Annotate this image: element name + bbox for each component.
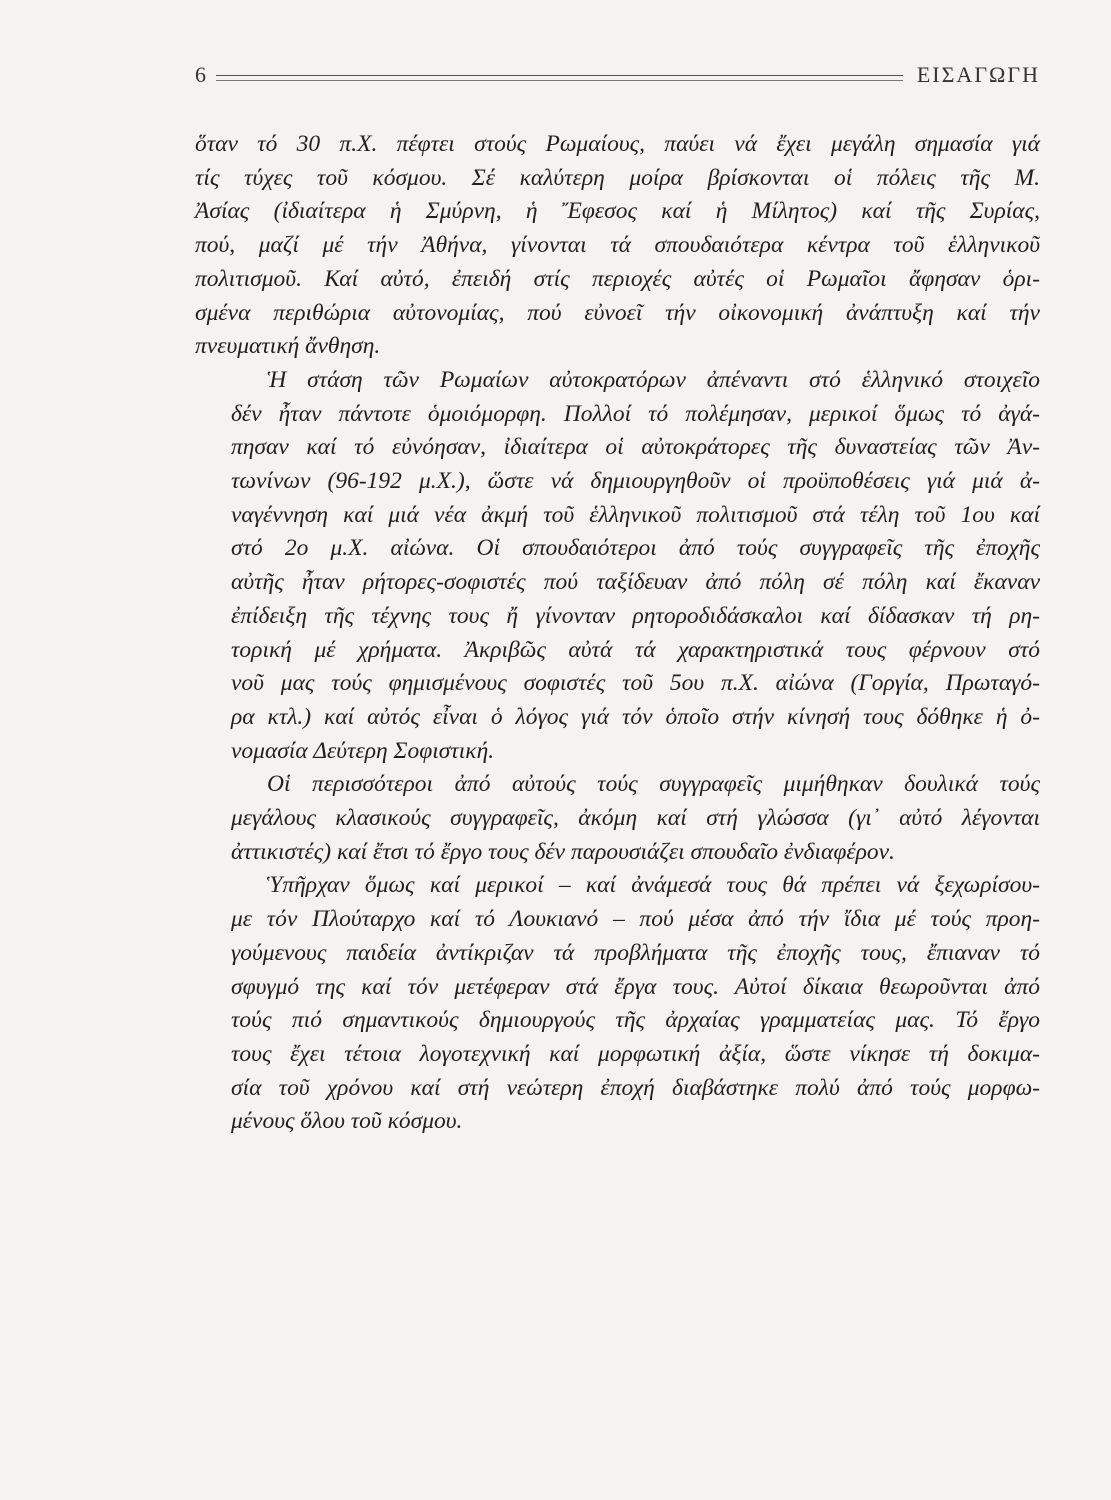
text-line: τωνίνων (96-192 μ.Χ.), ὥστε νά δημιουργηθοῦν οἱ προϋποθέσεις γιά μιά ἀ- [231, 468, 1040, 495]
text-line: δέν ἦταν πάντοτε ὁμοιόμορφη. Πολλοί τό πολέμησαν, μερικοί ὅμως τό ἀγά- [231, 400, 1040, 427]
text-line: ναγέννηση καί μιά νέα ἀκμή τοῦ ἑλληνικοῦ πολιτισμοῦ στά τέλη τοῦ 1ου καί [231, 501, 1040, 528]
text-line: σμένα περιθώρια αὐτονομίας, πού εὐνοεῖ τήν οἰκονομική ἀνάπτυξη καί τήν [195, 299, 1040, 326]
text-line: πολιτισμοῦ. Καί αὐτό, ἐπειδή στίς περιοχές αὐτές οἱ Ρωμαῖοι ἄφησαν ὁρι- [195, 265, 1040, 292]
page-number: 6 [195, 62, 206, 87]
text-line: αὐτῆς ἦταν ρήτορες-σοφιστές πού ταξίδευαν ἀπό πόλη σέ πόλη καί ἔκαναν [231, 569, 1040, 596]
body-text [195, 128, 1040, 1139]
text-line: Ἀσίας (ἰδιαίτερα ἡ Σμύρνη, ἡ Ἔφεσος καί ἡ Μίλητος) καί τῆς Συρίας, [195, 198, 1040, 225]
text-line: νομασία Δεύτερη Σοφιστική. [231, 737, 495, 764]
paragraph [195, 364, 1040, 768]
header-rule [216, 75, 903, 81]
text-line: με τόν Πλούταρχο καί τό Λουκιανό – πού μέσα ἀπό τήν ἴδια μέ τούς προη- [231, 906, 1040, 933]
text-line: σία τοῦ χρόνου καί στή νεώτερη ἐποχή διαβάστηκε πολύ ἀπό τούς μορφω- [231, 1074, 1040, 1101]
text-line: Ὑπῆρχαν ὅμως καί μερικοί – καί ἀνάμεσά τους θά πρέπει νά ξεχωρίσου- [267, 872, 1040, 899]
text-line: ρα κτλ.) καί αὐτός εἶναι ὁ λόγος γιά τόν ὁποῖο στήν κίνησή τους δόθηκε ἡ ὀ- [231, 703, 1040, 730]
paragraph [195, 128, 1040, 364]
running-head [195, 60, 1040, 90]
text-line: τους ἔχει τέτοια λογοτεχνική καί μορφωτική ἀξία, ὥστε νίκησε τή δοκιμα- [231, 1040, 1040, 1067]
paragraph [195, 768, 1040, 869]
text-line: ἐπίδειξη τῆς τέχνης τους ἤ γίνονταν ρητοροδιδάσκαλοι καί δίδασκαν τή ρη- [231, 602, 1040, 629]
text-line: πησαν καί τό εὐνόησαν, ἰδιαίτερα οἱ αὐτοκράτορες τῆς δυναστείας τῶν Ἀν- [231, 434, 1040, 461]
text-line: στό 2ο μ.Χ. αἰώνα. Οἱ σπουδαιότεροι ἀπό τούς συγγραφεῖς τῆς ἐποχῆς [231, 535, 1040, 562]
text-line: σφυγμό της καί τόν μετέφεραν στά ἔργα τους. Αὐτοί δίκαια θεωροῦνται ἀπό [231, 973, 1040, 1000]
text-line: Ἡ στάση τῶν Ρωμαίων αὐτοκρατόρων ἀπέναντι στό ἑλληνικό στοιχεῖο [267, 366, 1040, 393]
text-line: τούς πιό σημαντικούς δημιουργούς τῆς ἀρχαίας γραμματείας μας. Τό ἔργο [231, 1007, 1040, 1034]
text-line: γούμενους παιδεία ἀντίκριζαν τά προβλήματα τῆς ἐποχῆς τους, ἔπιαναν τό [231, 939, 1040, 966]
text-line: τίς τύχες τοῦ κόσμου. Σέ καλύτερη μοίρα βρίσκονται οἱ πόλεις τῆς Μ. [195, 164, 1040, 191]
text-line: Οἱ περισσότεροι ἀπό αὐτούς τούς συγγραφεῖς μιμήθηκαν δουλικά τούς [267, 771, 1040, 798]
text-line: ὅταν τό 30 π.Χ. πέφτει στούς Ρωμαίους, παύει νά ἔχει μεγάλη σημασία γιά [195, 131, 1040, 157]
text-line: ἀττικιστές) καί ἔτσι τό ἔργο τους δέν παρουσιάζει σπουδαῖο ἐνδιαφέρον. [231, 838, 895, 865]
section-title: ΕΙΣΑΓΩΓΗ [916, 62, 1040, 87]
text-line: νοῦ μας τούς φημισμένους σοφιστές τοῦ 5ου π.Χ. αἰώνα (Γοργία, Πρωταγό- [231, 670, 1040, 697]
text-line: μένους ὅλου τοῦ κόσμου. [231, 1108, 463, 1135]
text-line: μεγάλους κλασικούς συγγραφεῖς, ἀκόμη καί στή γλώσσα (γι᾿ αὐτό λέγονται [231, 805, 1040, 832]
text-line: τορική μέ χρήματα. Ἀκριβῶς αὐτά τά χαρακτηριστικά τους φέρνουν στό [231, 636, 1040, 663]
text-line: πού, μαζί μέ τήν Ἀθήνα, γίνονται τά σπουδαιότερα κέντρα τοῦ ἑλληνικοῦ [195, 232, 1040, 259]
text-line: πνευματική ἄνθηση. [195, 333, 381, 360]
paragraph [195, 869, 1040, 1139]
